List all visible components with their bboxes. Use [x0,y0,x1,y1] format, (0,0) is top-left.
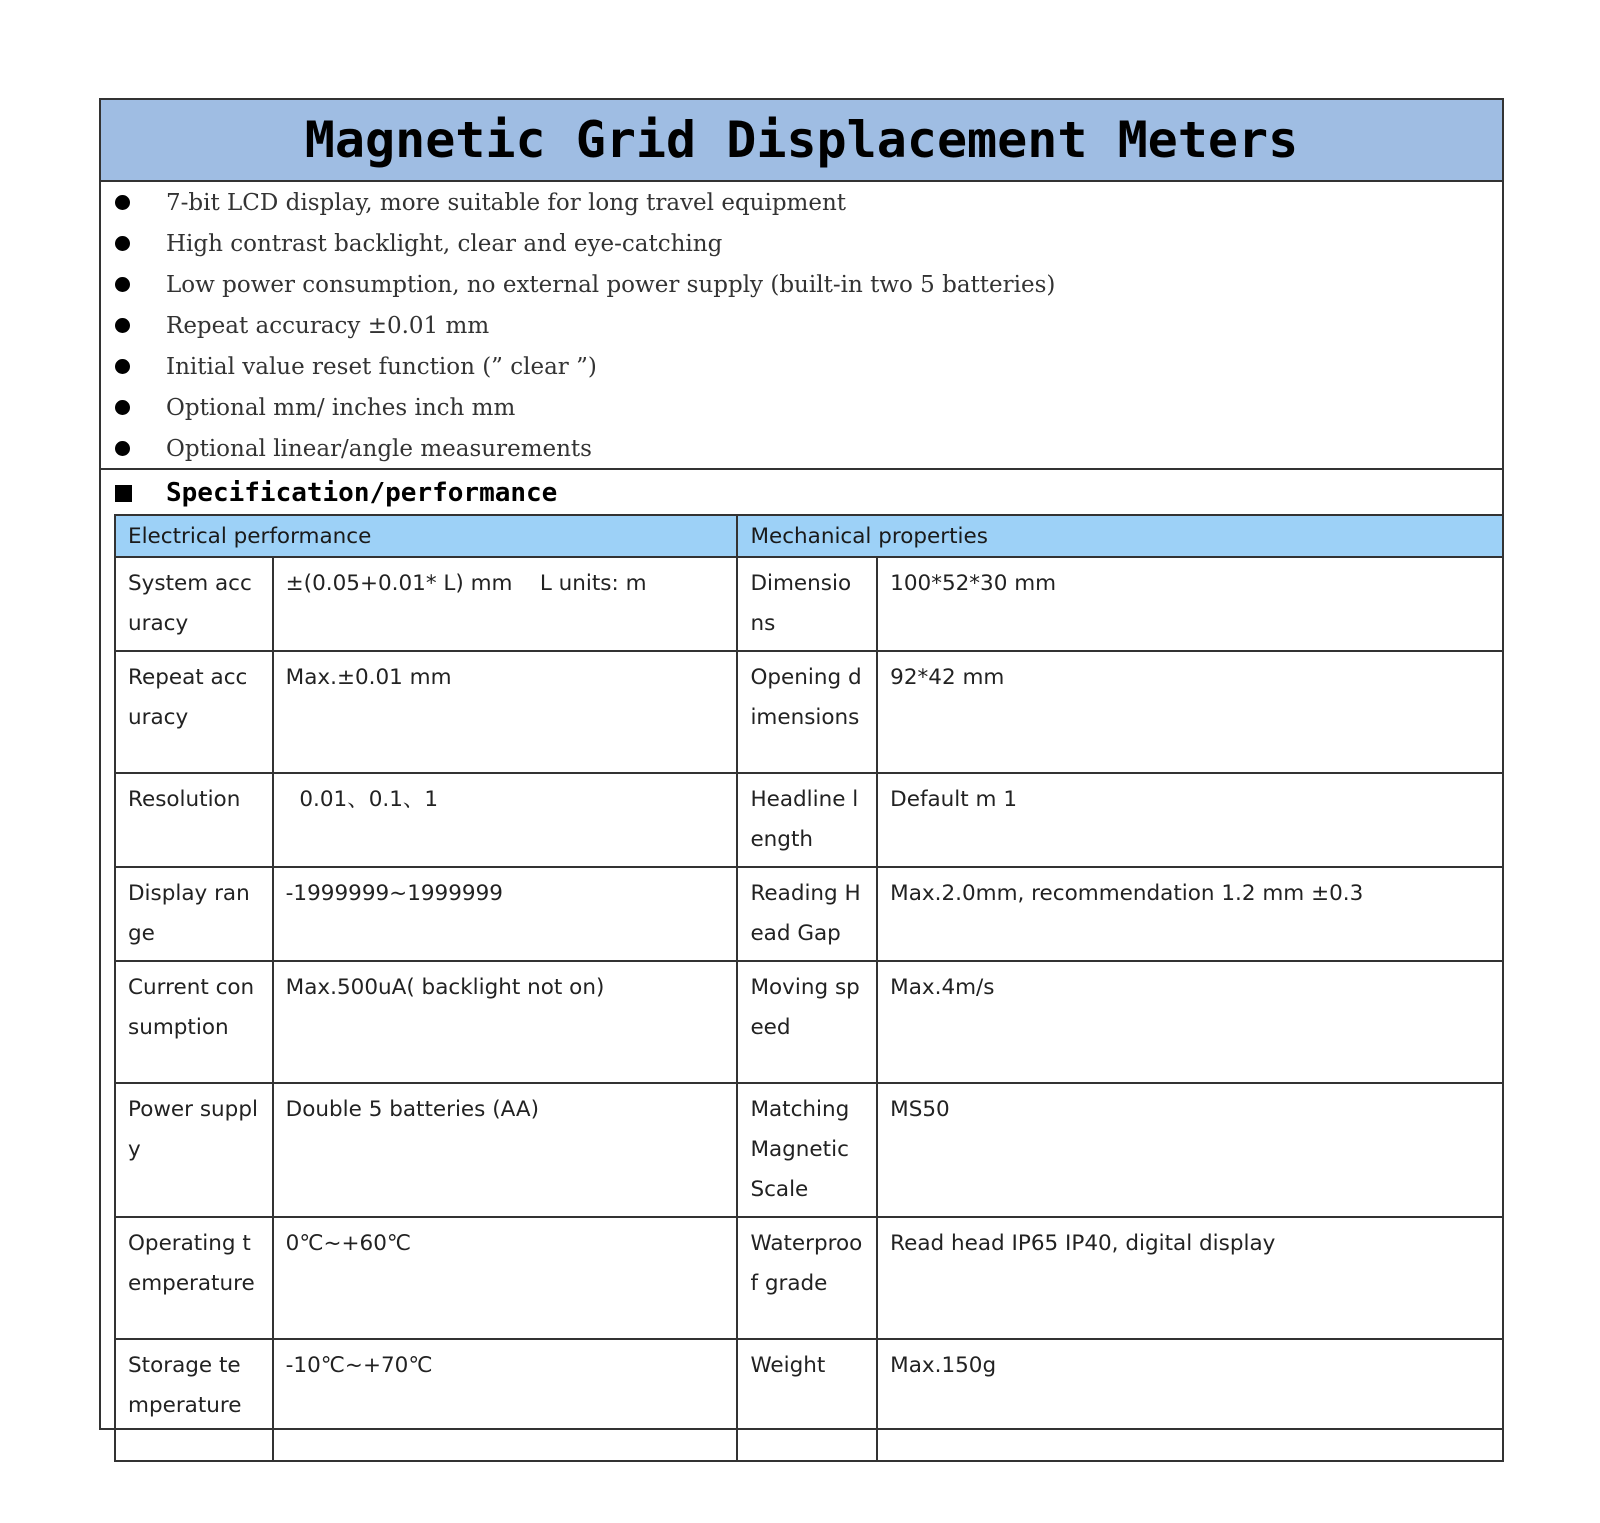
table-cell: Weight [737,1339,877,1461]
feature-text: Optional mm/ inches inch mm [166,394,516,421]
table-cell: 100*52*30 mm [877,557,1503,651]
spec-table [114,514,1504,1462]
table-cell: Max.2.0mm, recommendation 1.2 mm ±0.3 [877,867,1503,961]
table-row [115,557,1503,651]
table-cell: Double 5 batteries (AA) [273,1083,738,1217]
table-cell: Max.500uA( backlight not on) [273,961,738,1083]
feature-text: High contrast backlight, clear and eye-catching [166,230,723,257]
feature-list [101,182,1502,470]
table-cell: Opening dimensions [737,651,877,773]
table-cell: Reading Head Gap [737,867,877,961]
table-cell: Power supply [115,1083,273,1217]
table-cell: MS50 [877,1083,1503,1217]
table-header-row [115,515,1503,557]
bullet-icon [115,277,130,292]
list-item [101,182,1502,223]
list-item [101,223,1502,264]
list-item [101,346,1502,387]
title-bar [101,100,1502,182]
table-row [115,651,1503,773]
table-cell: Moving speed [737,961,877,1083]
table-cell: Current consumption [115,961,273,1083]
table-cell: Dimensions [737,557,877,651]
table-cell: Max.150g [877,1339,1503,1461]
table-cell: Matching Magnetic Scale [737,1083,877,1217]
table-row [115,867,1503,961]
list-item [101,387,1502,428]
table-cell: Operating temperature [115,1217,273,1339]
table-cell: System accuracy [115,557,273,651]
table-cell: Waterproof grade [737,1217,877,1339]
bullet-icon [115,195,130,210]
table-cell: 92*42 mm [877,651,1503,773]
table-cell: Repeat accuracy [115,651,273,773]
table-cell: Display range [115,867,273,961]
table-cell: -1999999~1999999 [273,867,738,961]
table-cell: Storage temperature [115,1339,273,1461]
list-item [101,264,1502,305]
table-cell: Resolution [115,773,273,867]
feature-text: Repeat accuracy ±0.01 mm [166,312,490,339]
bullet-icon [115,441,130,456]
table-cell: 0.01、0.1、1 [273,773,738,867]
page-title: Magnetic Grid Displacement Meters [304,111,1299,169]
table-row [115,1339,1503,1461]
square-bullet-icon [115,485,132,502]
feature-text: 7-bit LCD display, more suitable for long travel equipment [166,189,847,216]
bullet-icon [115,318,130,333]
table-row [115,1217,1503,1339]
list-item [101,428,1502,469]
table-row [115,961,1503,1083]
table-cell: Max.4m/s [877,961,1503,1083]
table-cell: Default m 1 [877,773,1503,867]
table-cell: Read head IP65 IP40, digital display [877,1217,1503,1339]
feature-text: Low power consumption, no external power supply (built-in two 5 batteries) [166,271,1056,298]
table-cell: Max.±0.01 mm [273,651,738,773]
section-heading [101,472,1502,514]
header-electrical: Electrical performance [115,515,737,557]
bullet-icon [115,400,130,415]
list-item [101,305,1502,346]
table-cell: 0℃~+60℃ [273,1217,738,1339]
table-row [115,773,1503,867]
table-row [115,1083,1503,1217]
table-cell: ±(0.05+0.01* L) mm L units: m [273,557,738,651]
header-mechanical: Mechanical properties [737,515,1503,557]
table-cell: -10℃~+70℃ [273,1339,738,1461]
bullet-icon [115,359,130,374]
table-cell: Headline length [737,773,877,867]
bullet-icon [115,236,130,251]
feature-text: Initial value reset function (” clear ”) [166,353,597,380]
section-heading-label: Specification/performance [166,478,558,508]
feature-text: Optional linear/angle measurements [166,435,592,462]
spec-sheet [99,98,1504,1430]
